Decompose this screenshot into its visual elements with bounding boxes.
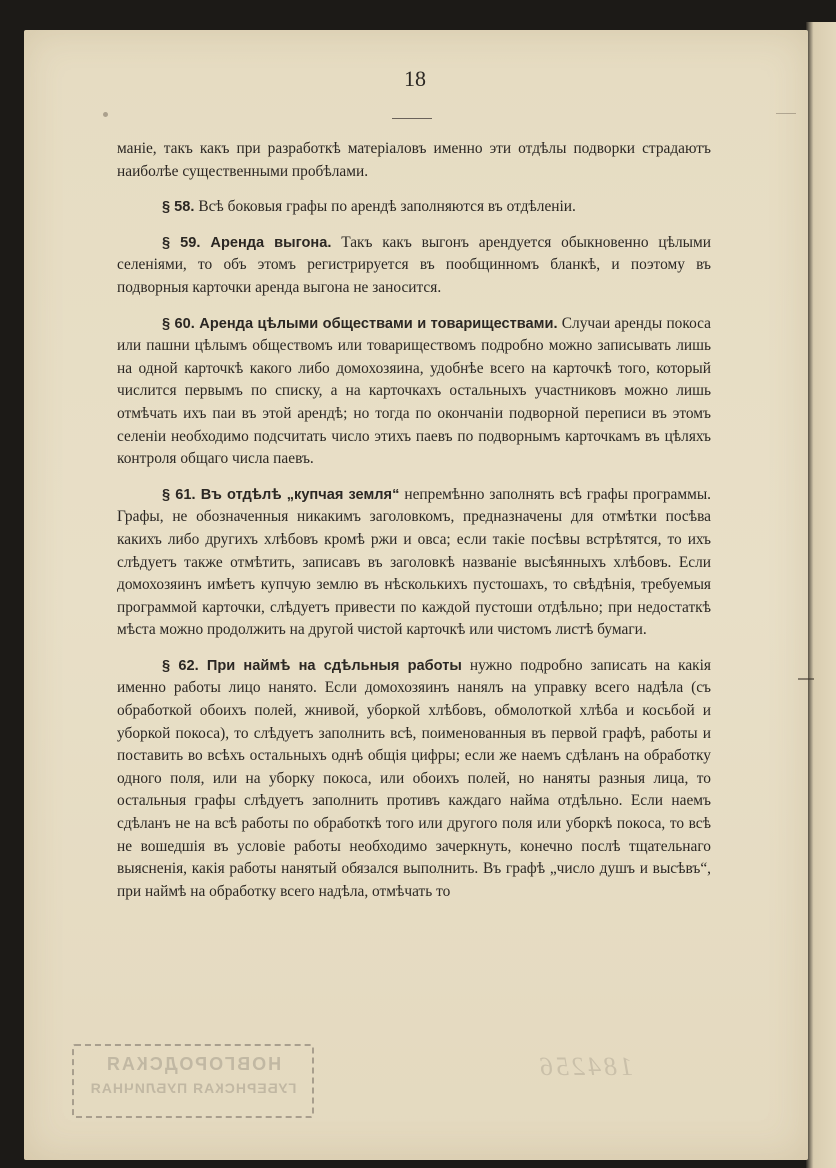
adjacent-page-edge — [806, 22, 836, 1168]
section-heading: § 58. — [162, 199, 195, 216]
page-number: 18 — [404, 66, 426, 91]
paragraph-61 — [117, 484, 711, 642]
stamp-line-1: НОВГОРОДСКАЯ — [104, 1054, 282, 1074]
paragraph-60 — [117, 313, 711, 471]
paragraph-body: Такъ какъ выгонъ арендуется обыкновенно цѣлыми селеніями, то объ этомъ регистрируется въ пообщинномъ бланкѣ, и поэтому въ подворныя карточки аренда выгона не заносится. — [117, 233, 711, 296]
paragraph-59 — [117, 232, 711, 300]
ink-speck — [103, 112, 108, 117]
section-heading: § 62. При наймѣ на сдѣльныя работы — [162, 657, 462, 674]
paragraph-58 — [117, 196, 711, 219]
paragraph-body: непремѣнно заполнять всѣ графы программы. Графы, не обозначенныя никакимъ заголовкомъ, предназначены для отмѣтки посѣва какихъ либо другихъ хлѣбовъ кромѣ ржи и овса; если такіе посѣвы встрѣтятся, то ихъ слѣдуетъ также отмѣтить, записавъ въ заголовкѣ названіе высѣянныхъ хлѣбовъ. Если домохозяинъ имѣетъ купчую землю въ нѣсколькихъ пустошахъ, то свѣдѣнія, требуемыя программой карточки, слѣдуетъ привести по каждой пустоши отдѣльно; при недостаткѣ мѣста можно продолжить на другой чистой карточкѣ или чистомъ листѣ бумаги. — [117, 485, 712, 639]
inventory-number-bleedthrough: 184256 — [537, 1052, 633, 1081]
edge-mark — [798, 678, 814, 680]
body-text — [117, 138, 711, 903]
stamp-line-2: ГУБЕРНСКАЯ ПУБЛИЧНАЯ — [89, 1080, 297, 1096]
section-heading: § 60. Аренда цѣлыми обществами и товариществами. — [162, 315, 558, 332]
paragraph-body: нужно подробно записать на какія именно работы лицо нанято. Если домохозяинъ нанялъ на управку всего надѣла (съ обработкой обоихъ полей, жнивой, уборкой хлѣбовъ, обмолоткой хлѣба и косьбой и уборкой покоса), то слѣдуетъ заполнить всѣ, поименованныя въ первой графѣ, работы и поставить во всѣхъ остальныхъ однѣ общія цифры; если же наемъ сдѣланъ на обработку одного поля, или на уборку покоса, или обоихъ полей, но наняты разныя лица, то остальныя графы слѣдуетъ заполнить противъ каждаго найма отдѣльно. Если наемъ сдѣланъ не на всѣ работы по обработкѣ того или другого поля или уборкѣ покоса, то всѣ не вошедшія въ условіе работы необходимо зачеркнуть, конечно послѣ тщательнаго выясненія, какія работы нанятый обязался выполнить. Въ графѣ „число душъ и высѣвъ“, при наймѣ на обработку всего надѣла, отмѣчать то — [117, 656, 711, 900]
paragraph-body: маніе, такъ какъ при разработкѣ матеріаловъ именно эти отдѣлы подворки страдаютъ наиболѣе существенными пробѣлами. — [117, 140, 711, 180]
paragraph-continuation — [117, 138, 711, 183]
paragraph-body: Случаи аренды покоса или пашни цѣлымъ обществомъ или товариществомъ подробно можно записывать лишь на одной карточкѣ какого либо домохозяина, удобнѣе всего на карточкѣ того, который числится первымъ по списку, а на карточкахъ остальныхъ участниковъ можно лишь отмѣчать ихъ паи въ этой арендѣ; но тогда по окончаніи подворной переписи въ этомъ селеніи необходимо подсчитать число этихъ паевъ по подворнымъ карточкамъ въ цѣляхъ контроля общаго числа паевъ. — [117, 314, 711, 468]
paragraph-62 — [117, 655, 711, 904]
page-number-rule — [392, 118, 432, 119]
paragraph-body: Всѣ боковыя графы по арендѣ заполняются въ отдѣленіи. — [198, 198, 576, 216]
margin-mark — [776, 113, 796, 114]
section-heading: § 59. Аренда выгона. — [162, 234, 332, 251]
library-stamp-bleedthrough — [72, 1044, 314, 1118]
section-heading: § 61. Въ отдѣлѣ „купчая земля“ — [162, 486, 400, 503]
